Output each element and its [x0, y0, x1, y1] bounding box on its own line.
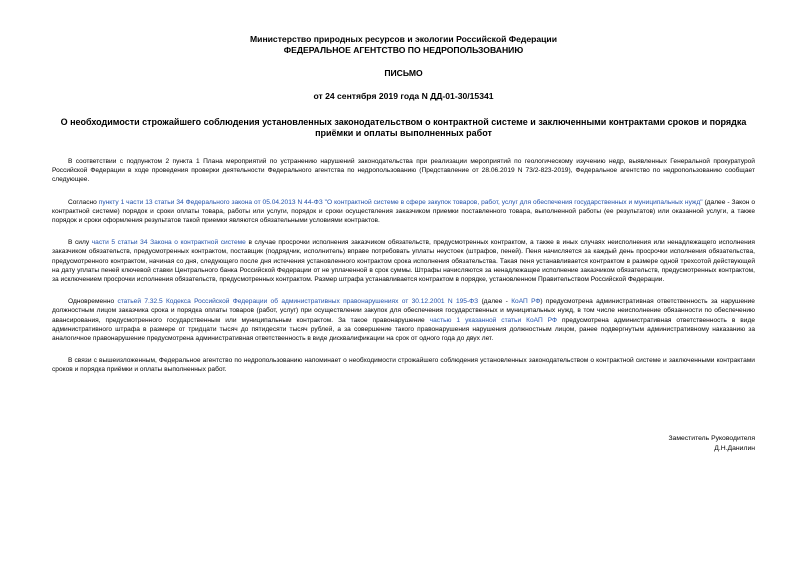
- document-date-number: от 24 сентября 2019 года N ДД-01-30/15341: [313, 91, 494, 101]
- signature-block: [668, 434, 755, 454]
- paragraph-3-text-rest: в случае просрочки исполнения заказчиком обязательств, предусмотренных контрактом, а также в иных случаях неисполнения или ненадлежащего исполнения заказчиком обязательств, предусмотренных контрактом, поставщик (подрядчик, исполнитель) вправе потребовать уплаты неустоек (штрафов, пеней). Пеня начисляется за каждый день просрочки исполнения обязательства, предусмотренного контрактом, начиная со дня, следующего после дня истечения установленного контрактом срока исполнения обязательства. Такая пеня устанавливается контрактом в размере одной трехсотой действующей на дату уплаты пеней ключевой ставки Центрального банка Российской Федерации от не уплаченной в срок суммы. Штрафы начисляются за ненадлежащее исполнение заказчиком обязательств, предусмотренных контрактом, за исключением просрочки исполнения обязательств, предусмотренных контрактом. Размер штрафа устанавливается контрактом в порядке, установленном Правительством Российской Федерации.: [52, 239, 755, 284]
- article-34-part-5-link[interactable]: части 5 статьи 34 Закона о контрактной системе: [91, 239, 246, 247]
- law-44fz-link[interactable]: пункту 1 части 13 статьи 34 Федерального закона от 05.04.2013 N 44-ФЗ "О контрактной системе в сфере закупок товаров, работ, услуг для обеспечения государственных и муниципальных нужд": [98, 198, 703, 206]
- paragraph-2-text-rest: (далее - Закон о контрактной системе) порядок и сроки оплаты товара, работы или услуги, порядок и сроки осуществления заказчиком приемки поставленного товара, выполненной работы (ее результатов) или оказанной услуги, а также порядок и сроки оформления результатов такой приемки являются обязательными условиями контрактов.: [52, 198, 755, 225]
- paragraph-4-text-mid2: ) предусмотрена административная ответственность за нарушение должностным лицом заказчика срока и порядка оплаты товаров (работ, услуг) при осуществлении закупок для обеспечения государственных и муниципальных нужд, в том числе неисполнение обязанности по обеспечению авансирования, предусмотренного государственным или муниципальным контрактом. За такое правонарушение: [52, 298, 755, 324]
- koap-article-7-32-5-link[interactable]: статьей 7.32.5 Кодекса Российской Федерации об административных правонарушениях от 30.12.2001 N 195-ФЗ: [117, 298, 479, 306]
- paragraph-4: [52, 297, 755, 343]
- paragraph-2-text: Согласно: [68, 198, 99, 206]
- paragraph-4-text: Одновременно: [68, 298, 118, 306]
- paragraph-3-text: В силу: [68, 239, 92, 247]
- signer-name: Д.Н.Данилин: [714, 445, 755, 452]
- paragraph-4-text-rest: предусмотрена административная ответственность в виде административного штрафа в размере от тридцати тысяч до пятидесяти тысяч рублей, а за совершение такого правонарушения нарушения должностным лицом, ранее подвергнутым административному наказанию за аналогичное правонарушение предусмотрена административная ответственность в виде дисквалификации на срок от одного года до двух лет.: [52, 316, 756, 343]
- agency-name: ФЕДЕРАЛЬНОЕ АГЕНТСТВО ПО НЕДРОПОЛЬЗОВАНИЮ: [283, 45, 524, 55]
- koap-link[interactable]: КоАП РФ: [511, 298, 541, 306]
- paragraph-1: В соответствии с подпунктом 2 пункта 1 Плана мероприятий по устранению нарушений законодательства при реализации мероприятий по геологическому изучению недр, выявленных Генеральной прокуратурой Российской Федерации в ходе проведения проверки деятельности Федерального агентства по недропользованию (Представление от 28.06.2019 N 73/2-823-2019), Федеральное агентство по недропользованию сообщает следующее.: [52, 158, 755, 184]
- paragraph-3: [52, 238, 755, 284]
- ministry-name: Министерство природных ресурсов и экологии Российской Федерации: [250, 34, 557, 44]
- signer-position: Заместитель Руководителя: [668, 435, 755, 442]
- document-title: О необходимости строжайшего соблюдения установленных законодательством о контрактной системе и заключенными контрактами сроков и порядка приёмки и оплаты выполненных работ: [60, 117, 747, 138]
- document-type: ПИСЬМО: [384, 68, 423, 78]
- paragraph-2: [52, 198, 755, 226]
- koap-part-1-link[interactable]: частью 1 указанной статьи КоАП РФ: [429, 316, 558, 324]
- paragraph-5: В связи с вышеизложенным, Федеральное агентство по недропользованию напоминает о необходимости строжайшего соблюдения установленных законодательством о контрактной системе и заключенными контрактами сроков и порядка приёмки и оплаты выполненных работ.: [52, 357, 755, 374]
- paragraph-4-text-mid1: (далее -: [478, 298, 512, 306]
